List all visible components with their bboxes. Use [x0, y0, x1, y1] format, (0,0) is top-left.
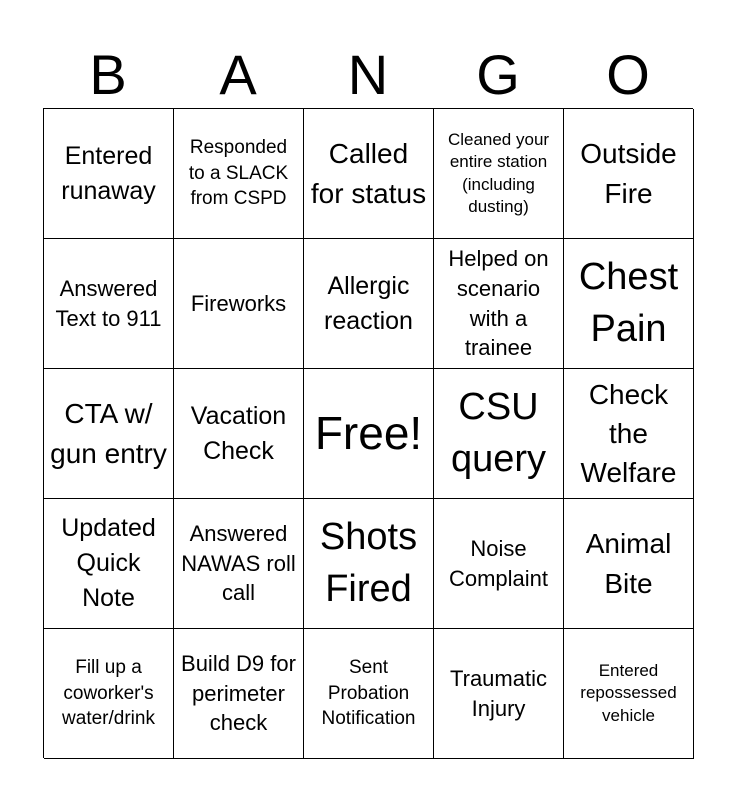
cell-text: Answered NAWAS roll call	[181, 520, 296, 606]
bingo-cell[interactable]	[434, 239, 564, 369]
bingo-header	[43, 40, 693, 106]
bingo-cell[interactable]	[304, 109, 434, 239]
bingo-board	[43, 108, 693, 758]
cell-text: Vacation Check	[190, 401, 287, 465]
cell-text: Helped on scenario with a trainee	[448, 246, 549, 361]
cell-text: CTA w/ gun entry	[50, 398, 167, 469]
cell-text: CSU query	[450, 386, 547, 480]
bingo-cell[interactable]	[564, 239, 694, 369]
cell-text: Shots Fired	[319, 516, 418, 610]
bingo-cell[interactable]	[564, 109, 694, 239]
cell-text: Cleaned your entire station (including dusting)	[447, 130, 550, 216]
cell-text: Traumatic Injury	[450, 665, 547, 721]
free-space[interactable]	[304, 369, 434, 499]
cell-text: Chest Pain	[578, 256, 679, 350]
bingo-cell[interactable]	[434, 499, 564, 629]
cell-text: Entered repossessed vehicle	[580, 661, 677, 725]
header-letter-n: N	[347, 43, 389, 106]
cell-text: Responded to a SLACK from CSPD	[188, 137, 289, 210]
bingo-cell[interactable]	[304, 629, 434, 759]
bingo-cell[interactable]	[174, 109, 304, 239]
cell-text: Check the Welfare	[580, 378, 677, 489]
bingo-cell[interactable]	[174, 499, 304, 629]
bingo-cell[interactable]	[564, 369, 694, 499]
bingo-cell[interactable]	[304, 239, 434, 369]
bingo-cell[interactable]	[174, 629, 304, 759]
bingo-cell[interactable]	[44, 369, 174, 499]
bingo-cell[interactable]	[44, 629, 174, 759]
header-letter-o: O	[606, 43, 650, 106]
bingo-cell[interactable]	[44, 239, 174, 369]
cell-text: Animal Bite	[585, 528, 672, 599]
header-letter-b: B	[89, 43, 127, 106]
cell-text: Entered runaway	[61, 141, 156, 205]
bingo-cell[interactable]	[174, 369, 304, 499]
bingo-cell[interactable]	[434, 369, 564, 499]
header-letter-a: A	[219, 43, 257, 106]
free-space-text: Free!	[314, 406, 423, 459]
cell-text: Fill up a coworker's water/drink	[62, 657, 155, 730]
bingo-cell[interactable]	[174, 239, 304, 369]
cell-text: Called for status	[310, 138, 427, 209]
cell-text: Fireworks	[190, 290, 287, 316]
bingo-cell[interactable]	[434, 629, 564, 759]
cell-text: Noise Complaint	[448, 535, 549, 591]
bingo-cell[interactable]	[564, 629, 694, 759]
bingo-cell[interactable]	[44, 109, 174, 239]
cell-text: Build D9 for perimeter check	[181, 650, 296, 736]
cell-text: Sent Probation Notification	[321, 657, 416, 730]
bingo-cell[interactable]	[44, 499, 174, 629]
bingo-cell[interactable]	[564, 499, 694, 629]
cell-text: Updated Quick Note	[61, 514, 156, 612]
bingo-cell[interactable]	[434, 109, 564, 239]
header-letter-g: G	[476, 43, 520, 106]
bingo-cell[interactable]	[304, 499, 434, 629]
cell-text: Answered Text to 911	[55, 275, 162, 331]
cell-text: Allergic reaction	[324, 271, 413, 335]
cell-text: Outside Fire	[580, 138, 677, 209]
